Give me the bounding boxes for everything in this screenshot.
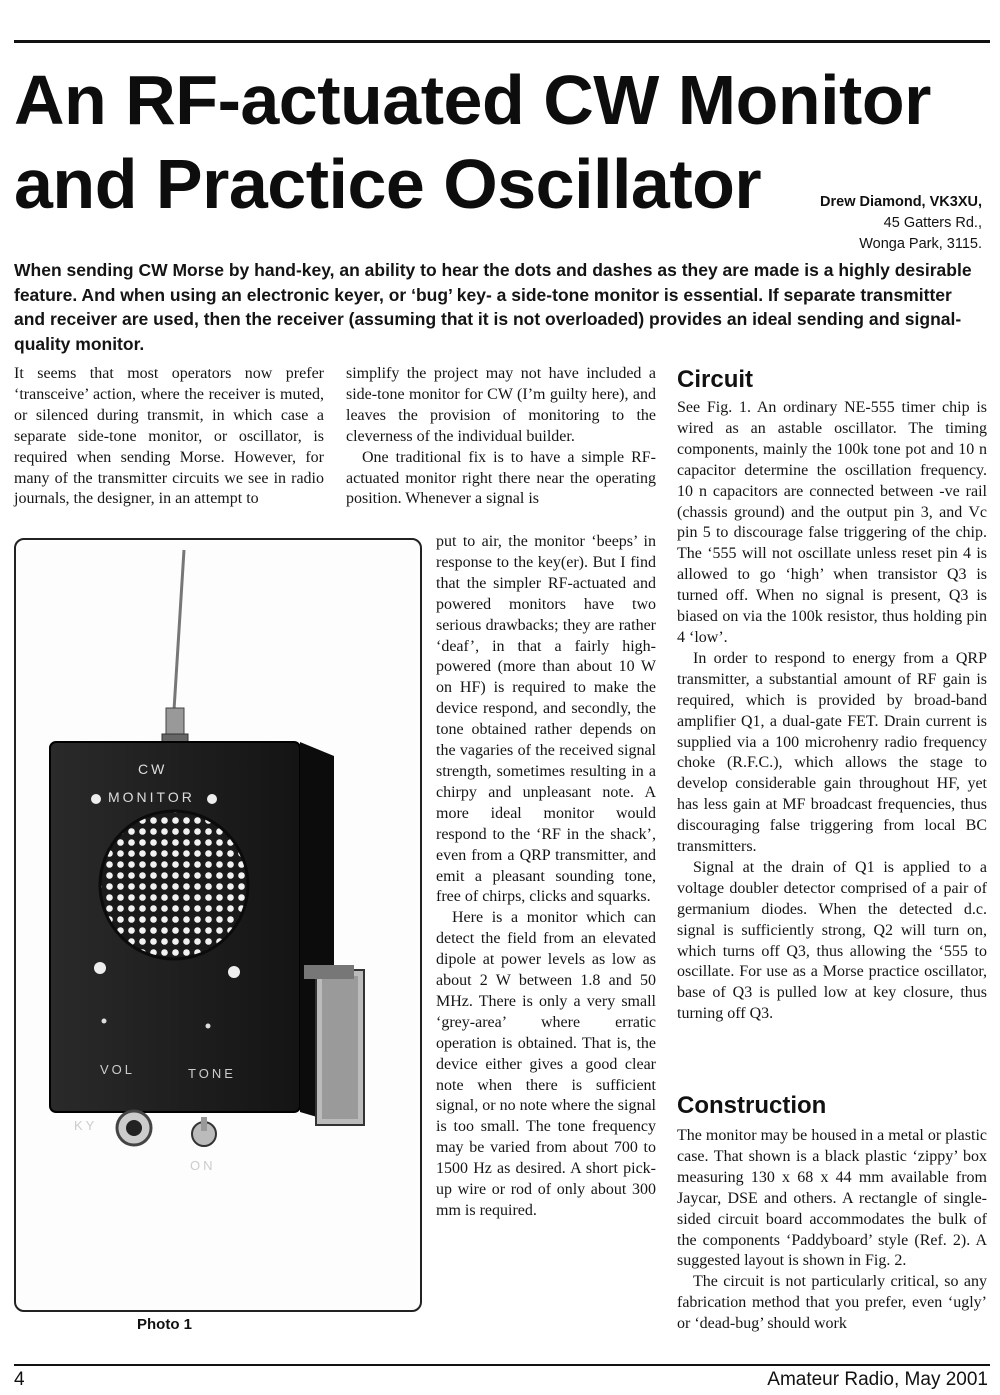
section-heading-circuit: Circuit — [677, 366, 754, 393]
author-name: Drew Diamond, VK3XU, — [820, 194, 982, 210]
paragraph: The circuit is not particularly critical, so any fabrication method that you prefer, even ‘ugly’ or ‘dead-bug’ should work — [677, 1273, 987, 1333]
column-1 — [14, 364, 324, 510]
paragraph: In order to respond to energy from a QRP transmitter, a substantial amount of RF gain is required, which is provided by broad-band amplifier Q1, a dual-gate FET. Drain current is supplied via a 100 microhenry radio frequency choke (R.F.C.), which allows the stage to develop considerable gain throughout HF, yet has less gain at MF broadcast frequencies, thus discouraging false triggering from local BC transmitters. — [677, 649, 987, 856]
paragraph: Here is a monitor which can detect the field from an elevated dipole at power levels as low as about 2 W between 1.8 and 50 MHz. There is only a very small ‘grey-area’ where erratic operation is obtained. That is, the device either gives a good clear note when there is sufficient signal, or no note where the signal is too small. The tone frequency may be varied from about 700 to 1500 Hz as desired. A short pick-up wire or rod of only about 300 mm is required. — [436, 909, 656, 1219]
label-tone: TONE — [188, 1066, 236, 1081]
cw-monitor-illustration — [16, 540, 420, 1310]
title-line-2: and Practice Oscillator — [14, 145, 762, 223]
column-3-construction — [677, 1126, 987, 1335]
author-block — [820, 192, 982, 255]
paragraph: Signal at the drain of Q1 is applied to a voltage doubler detector comprised of a pair of germanium diodes. When the detected d.c. signal is sufficiently strong, Q2 will turn on, which turns off Q3, thus allowing the ‘555 to oscillate. For use as a Morse practice oscillator, base of Q3 is pulled low at key closure, thus turning off Q3. — [677, 858, 987, 1023]
page-number: 4 — [14, 1369, 25, 1390]
lead-paragraph: When sending CW Morse by hand-key, an ability to hear the dots and dashes as they are made is a highly desirable feature. And when using an electronic keyer, or ‘bug’ key- a side-tone monitor is essential. If separate transmitter and receiver are used, then the receiver (assuming that it is not overloaded) provides an ideal sending and signal-quality monitor. — [14, 260, 972, 354]
paragraph: See Fig. 1. An ordinary NE-555 timer chip is wired as an astable oscillator. The timing components, mainly the 100k tone pot and 10 n capacitor determine the oscillation frequency. 10 n capacitors are connected between -ve rail (chassis ground) and the output pin 3, and Vc pin 5 to discourage false triggering of the chip. The ‘555 will not oscillate unless reset pin 4 is allowed to go ‘high’ when transistor Q3 is turned off. When no signal is present, Q3 is biased on via the 100k resistor, thus holding pin 4 ‘low’. — [677, 399, 987, 646]
publication-name: Amateur Radio, May 2001 — [767, 1369, 988, 1390]
column-2 — [346, 364, 656, 510]
photo-cw-monitor — [14, 538, 422, 1312]
paragraph: simplify the project may not have included a side-tone monitor for CW (I’m guilty here), and leaves the provision of monitoring to the cleverness of the individual builder. — [346, 365, 656, 445]
footer-rule — [14, 1364, 990, 1366]
label-key: KY — [74, 1118, 98, 1133]
column-2-continued — [436, 532, 656, 1222]
top-rule — [14, 40, 990, 43]
antenna-connector — [166, 708, 184, 736]
column-3-circuit — [677, 398, 987, 1025]
author-address-line-1: 45 Gatters Rd., — [883, 215, 982, 231]
label-on: ON — [190, 1158, 216, 1173]
paragraph: One traditional fix is to have a simple RF-actuated monitor right there near the operating position. Whenever a signal is — [346, 448, 656, 508]
paragraph: put to air, the monitor ‘beeps’ in response to the key(er). But I find that the simpler RF-actuated and powered monitors have two serious drawbacks; they are rather ‘deaf’, in that a fairly high-powered (more than about 10 W on HF) is required to make the device respond, and secondly, the tone obtained rather depends on the vagaries of the received signal strength, sometimes resulting in a chirpy and unpleasant note. A more ideal monitor would respond to the ‘RF in the shack’, even from a QRP transmitter, and emit a pleasant sounding tone, free of chirps, clicks and squarks. — [436, 533, 656, 906]
label-cw: CW — [138, 761, 168, 777]
photo-caption: Photo 1 — [137, 1316, 192, 1333]
speaker-grille — [100, 811, 248, 959]
paragraph: The monitor may be housed in a metal or plastic case. That shown is a black plastic ‘zippy’ box measuring 130 x 68 x 44 mm available from Jaycar, DSE and others. A rectangle of single-sided circuit board accommodates the bulk of the components ‘Paddyboard’ style (Ref. 2). A suggested layout is shown in Fig. 2. — [677, 1127, 987, 1270]
section-heading-construction: Construction — [677, 1092, 827, 1119]
paragraph: It seems that most operators now prefer ‘transceive’ action, where the receiver is muted, or silenced during transmit, in which case a separate side-tone monitor, or oscillator, is required when sending Morse. However, for many of the transmitter circuits we see in radio journals, the designer, in an attempt to — [14, 365, 324, 508]
label-monitor: MONITOR — [108, 789, 195, 805]
article-title — [14, 58, 931, 226]
label-vol: VOL — [100, 1062, 136, 1077]
antenna-rod — [174, 550, 184, 710]
title-line-1: An RF-actuated CW Monitor — [14, 61, 931, 139]
author-address-line-2: Wonga Park, 3115. — [859, 236, 982, 252]
